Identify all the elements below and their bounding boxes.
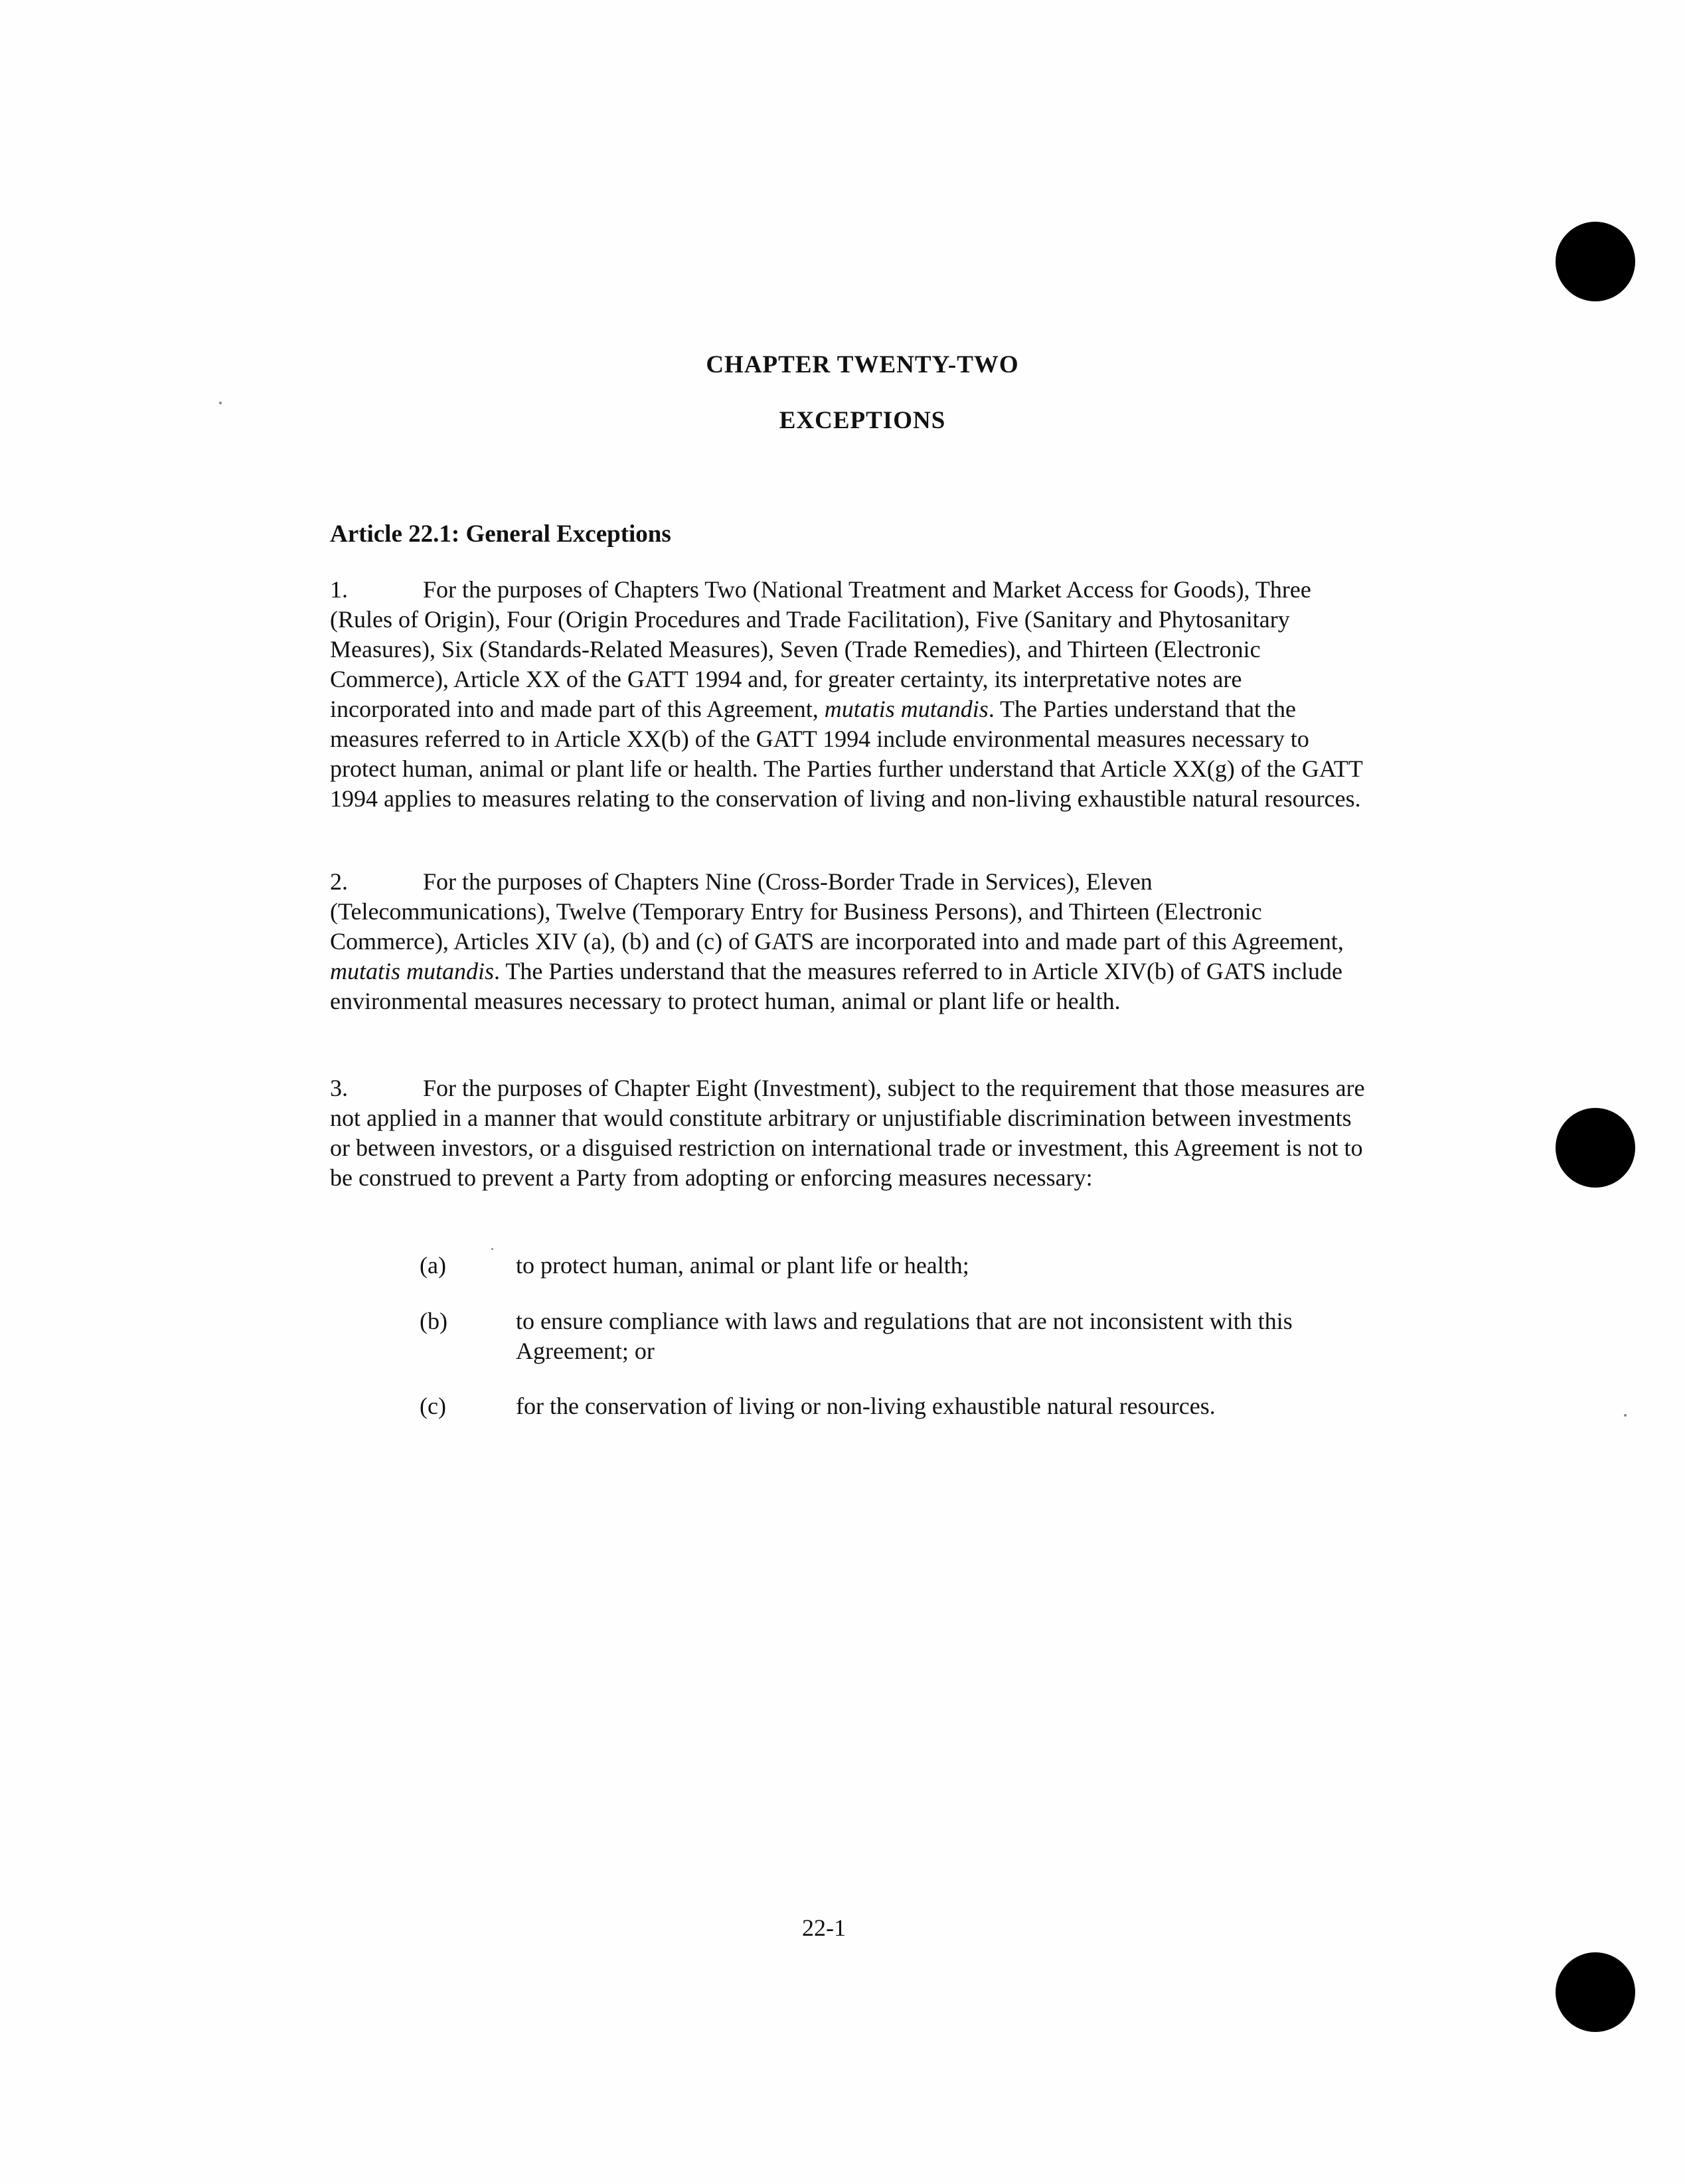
chapter-subtitle: EXCEPTIONS [779, 407, 946, 434]
scan-speck [491, 1248, 493, 1250]
paragraph-3 [330, 1073, 1366, 1193]
paragraph-italic-text: mutatis mutandis [824, 696, 989, 722]
paragraph-text: For the purposes of Chapters Nine (Cross-Border Trade in Services), Eleven (Telecommunications), Twelve (Temporary Entry for Business Persons), and Thirteen (Electronic Commerce), Articles XIV (a), (b) and (c) of GATS are incorporated into and made part of this Agreement, [330, 868, 1344, 955]
list-item-label: (c) [420, 1393, 446, 1419]
list-item-label: (b) [420, 1308, 447, 1334]
paragraph-text: For the purposes of Chapters Two (National Treatment and Market Access for Goods), Three (Rules of Origin), Four (Origin Procedures and Trade Facilitation), Five (Sanitary and Phytosanitary Measures), Six (Standards-Related Measures), Seven (Trade Remedies), and Thirteen (Electronic Commerce), Article XX of the GATT 1994 and, for greater certainty, its interpretative notes are incorporated into and made part of this Agreement, [330, 576, 1311, 722]
paragraph-text: . The Parties understand that the measures referred to in Article XIV(b) of GATS include environmental measures necessary to protect human, animal or plant life or health. [330, 958, 1342, 1014]
paragraph-text: For the purposes of Chapter Eight (Investment), subject to the requirement that those measures are not applied in a manner that would constitute arbitrary or unjustifiable discrimination between investments or between investors, or a disguised restriction on international trade or investment, this Agreement is not to be construed to prevent a Party from adopting or enforcing measures necessary: [330, 1075, 1365, 1191]
paragraph-text: . The Parties understand that the measures referred to in Article XX(b) of the GATT 1994 include environmental measures necessary to protect human, animal or plant life or health. The Parties further understand that Article XX(g) of the GATT 1994 applies to measures relating to the conservation of living and non-living exhaustible natural resources. [330, 696, 1363, 812]
list-item-text: for the conservation of living or non-living exhaustible natural resources. [516, 1393, 1216, 1419]
paragraph-italic-text: mutatis mutandis [330, 958, 495, 984]
list-item-text: to ensure compliance with laws and regulations that are not inconsistent with this Agreement; or [516, 1308, 1293, 1364]
article-heading: Article 22.1: General Exceptions [330, 520, 671, 548]
list-item-label: (a) [420, 1252, 446, 1279]
paragraph-number: 2. [330, 868, 348, 895]
paragraph-number: 1. [330, 576, 348, 603]
paragraph-number: 3. [330, 1075, 348, 1101]
punch-hole-bottom [1556, 1952, 1635, 2032]
punch-hole-top [1556, 222, 1635, 301]
page-number: 22-1 [802, 1914, 846, 1941]
scan-speck [219, 402, 222, 404]
paragraph-1 [330, 575, 1366, 814]
list-item-text: to protect human, animal or plant life or health; [516, 1252, 969, 1279]
punch-hole-middle [1556, 1108, 1635, 1188]
chapter-title: CHAPTER TWENTY-TWO [706, 351, 1019, 378]
paragraph-2 [330, 867, 1366, 1016]
scan-speck [1624, 1414, 1627, 1417]
